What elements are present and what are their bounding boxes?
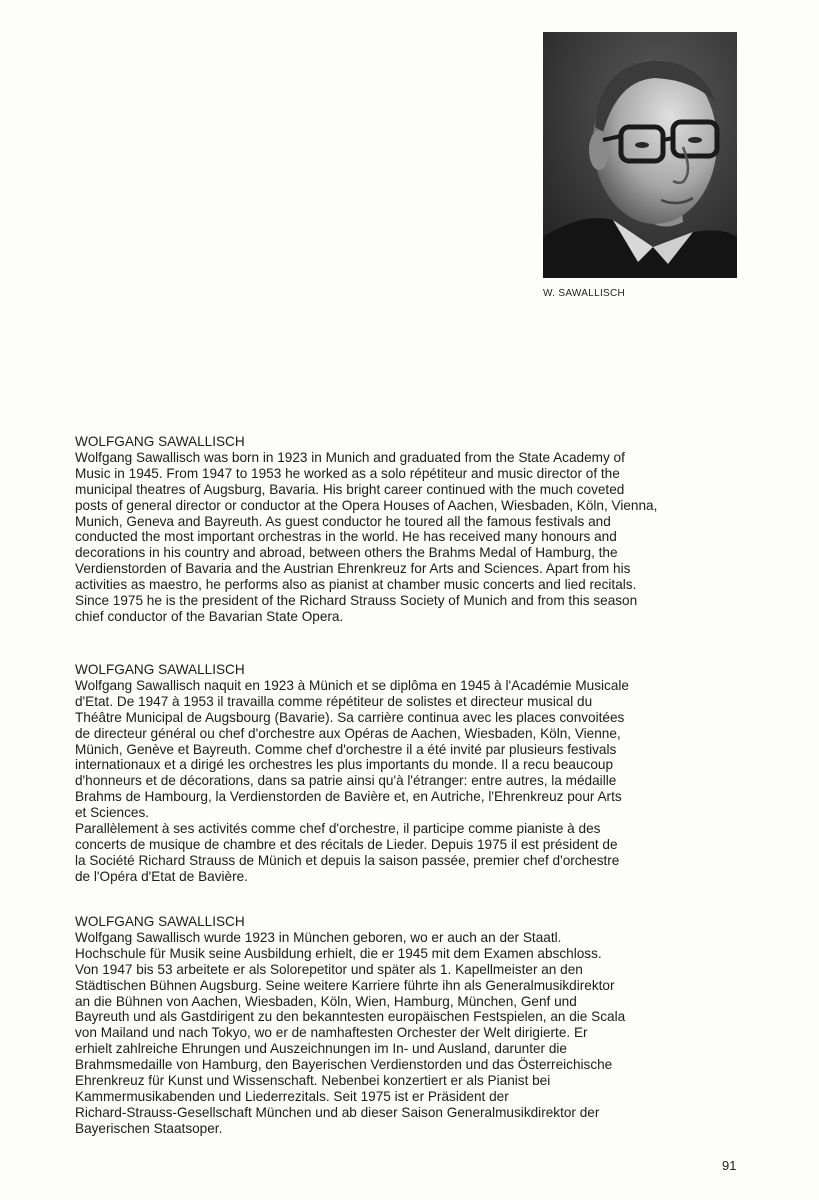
biography-german	[75, 914, 755, 1137]
section-heading: WOLFGANG SAWALLISCH	[75, 662, 245, 677]
biography-english	[75, 434, 755, 625]
section-heading: WOLFGANG SAWALLISCH	[75, 434, 245, 449]
section-heading: WOLFGANG SAWALLISCH	[75, 914, 245, 929]
section-body: Wolfgang Sawallisch wurde 1923 in München geboren, wo er auch an der Staatl. Hochschule für Musik seine Ausbildung erhielt, die er 1945 mit dem Examen abschloss. Von 1947 bis 53 arbeitete er als Solorepetitor und später als 1. Kapellmeister an den Städtischen Bühnen Augsburg. Seine weitere Karriere führte ihn als Generalmusikdirektor an die Bühnen von Aachen, Wiesbaden, Köln, Wien, Hamburg, München, Genf und Bayreuth und als Gastdirigent zu den bekanntesten europäischen Festspielen, an die Scala von Mailand und nach Tokyo, wo er de namhaftesten Orchester der Welt dirigierte. Er erhielt zahlreiche Ehrungen und Auszeichnungen im In- und Ausland, darunter die Brahmsmedaille von Hamburg, den Bayerischen Verdienstorden und das Österreichische Ehrenkreuz für Kunst und Wissenschaft. Nebenbei konzertiert er als Pianist bei Kammermusikabenden und Liederrezitals. Seit 1975 ist er Präsident der Richard-Strauss-Gesellschaft München und ab dieser Saison Generalmusikdirektor der Bayerischen Staatsoper.	[75, 929, 626, 1136]
page-number: 91	[722, 1158, 737, 1173]
biography-french	[75, 662, 755, 885]
section-body: Wolfgang Sawallisch was born in 1923 in Munich and graduated from the State Academy of Music in 1945. From 1947 to 1953 he worked as a solo répétiteur and music director of the municipal theatres of Augsburg, Bavaria. His bright career continued with the much coveted posts of general director or conductor at the Opera Houses of Aachen, Wiesbaden, Köln, Vienna, Munich, Geneva and Bayreuth. As guest conductor he toured all the famous festivals and conducted the most important orchestras in the world. He has received many honours and decorations in his country and abroad, between others the Brahms Medal of Hamburg, the Verdienstorden of Bavaria and the Austrian Ehrenkreuz for Arts and Sciences. Apart from his activities as maestro, he performs also as pianist at chamber music concerts and lied recitals. Since 1975 he is the president of the Richard Strauss Society of Munich and from this season chief conductor of the Bavarian State Opera.	[75, 449, 658, 624]
portrait-photo	[543, 32, 737, 278]
section-body: Wolfgang Sawallisch naquit en 1923 à Münich et se diplôma en 1945 à l'Académie Musicale d'Etat. De 1947 à 1953 il travailla comme répétiteur de solistes et directeur musical du Théâtre Municipal de Augsbourg (Bavarie). Sa carrière continua avec les places convoitées de directeur général ou chef d'orchestre aux Opéras de Aachen, Wiesbaden, Köln, Vienne, Münich, Genève et Bayreuth. Comme chef d'orchestre il a été invité par plusieurs festivals internationaux et a dirigé les orchestres les plus importants du monde. Il a recu beaucoup d'honneurs et de décorations, dans sa patrie ainsi qu'à l'étranger: entre autres, la médaille Brahms de Hambourg, la Verdienstorden de Bavière et, en Autriche, l'Ehrenkreuz pour Arts et Sciences. Parallèlement à ses activités comme chef d'orchestre, il participe comme pianiste à des concerts de musique de chambre et des récitals de Lieder. Depuis 1975 il est président de la Société Richard Strauss de Münich et depuis la saison passée, premier chef d'orchestre de l'Opéra d'Etat de Bavière.	[75, 677, 629, 884]
portrait-illustration	[543, 32, 737, 278]
photo-caption: W. SAWALLISCH	[543, 288, 626, 299]
